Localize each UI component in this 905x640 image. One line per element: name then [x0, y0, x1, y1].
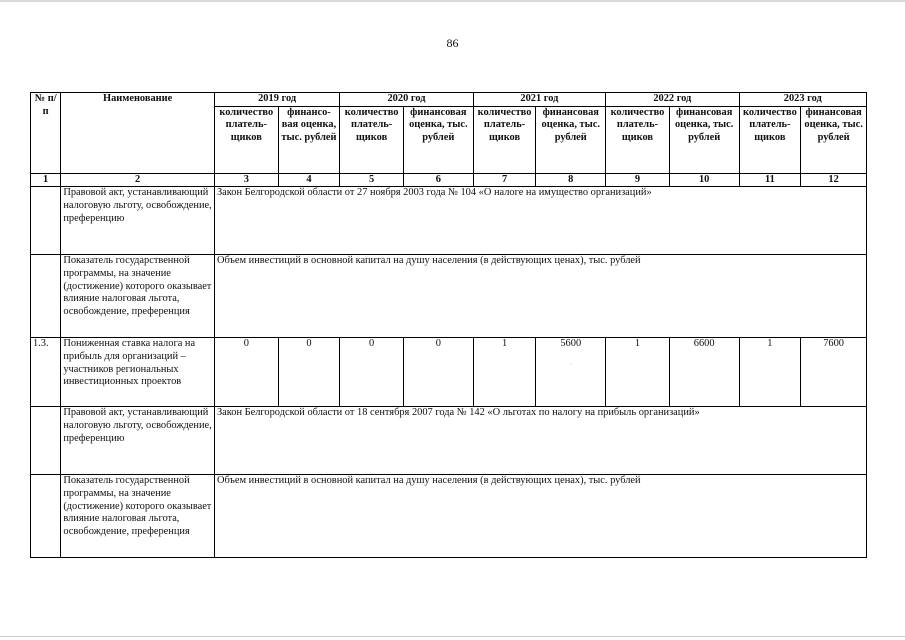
header-count-2021: количество платель-щиков: [473, 106, 536, 173]
value-text: 5600: [560, 338, 582, 350]
indicator-text: Объем инвестиций в основной капитал на душу населения (в действующих ценах), тыс. рублей: [214, 475, 866, 558]
value-2019-amount: 0: [278, 338, 340, 407]
table-row-legal-act-2: [31, 407, 867, 475]
table-row-indicator-2: [31, 475, 867, 558]
row-label: Пониженная ставка налога на прибыль для организаций – участников региональных инвестиционных проектов: [61, 338, 215, 407]
header-row-column-numbers: [31, 173, 867, 187]
header-year-2019: 2019 год: [214, 93, 339, 107]
header-year-2022: 2022 год: [606, 93, 739, 107]
row-number: 1.3.: [31, 338, 61, 407]
tax-benefit-table: [30, 92, 867, 558]
row-label: Правовой акт, устанавливающий налоговую льготу, освобождение, преференцию: [61, 187, 215, 255]
value-2020-amount: 0: [403, 338, 473, 407]
value-2020-count: 0: [340, 338, 404, 407]
header-year-2020: 2020 год: [340, 93, 473, 107]
scan-speck: ·: [569, 359, 573, 370]
column-number: 8: [536, 173, 606, 187]
legal-act-text: Закон Белгородской области от 18 сентября 2007 года № 142 «О льготах по налогу на прибыль организаций»: [214, 407, 866, 475]
column-number: 11: [739, 173, 801, 187]
scan-edge-bottom: [0, 636, 905, 637]
table-row-indicator-1: [31, 255, 867, 338]
header-number: № п/п: [31, 93, 61, 174]
legal-act-text: Закон Белгородской области от 27 ноября 2003 года № 104 «О налоге на имущество организаций»: [214, 187, 866, 255]
indicator-text: Объем инвестиций в основной капитал на душу населения (в действующих ценах), тыс. рублей: [214, 255, 866, 338]
header-count-2019: количество платель-щиков: [214, 106, 278, 173]
row-label: Показатель государственной программы, на значение (достижение) которого оказывает влияние налоговая льгота, освобождение, преференция: [61, 255, 215, 338]
value-2022-count: 1: [606, 338, 670, 407]
row-number-empty: [31, 255, 61, 338]
header-amount-2022: финансовая оценка, тыс. рублей: [669, 106, 739, 173]
page-number: 86: [446, 36, 459, 50]
column-number: 9: [606, 173, 670, 187]
column-number: 7: [473, 173, 536, 187]
row-label: Правовой акт, устанавливающий налоговую льготу, освобождение, преференцию: [61, 407, 215, 475]
value-2021-amount: [536, 338, 606, 407]
value-2022-amount: 6600: [669, 338, 739, 407]
table-row-legal-act-1: [31, 187, 867, 255]
column-number: 5: [340, 173, 404, 187]
row-number-empty: [31, 475, 61, 558]
column-number: 12: [801, 173, 867, 187]
header-amount-2020: финансовая оценка, тыс. рублей: [403, 106, 473, 173]
scan-edge-top: [0, 0, 905, 2]
header-row-years: [31, 93, 867, 107]
column-number: 1: [31, 173, 61, 187]
column-number: 3: [214, 173, 278, 187]
header-count-2023: количество платель-щиков: [739, 106, 801, 173]
value-2023-amount: 7600: [801, 338, 867, 407]
column-number: 10: [669, 173, 739, 187]
header-amount-2021: финансовая оценка, тыс. рублей: [536, 106, 606, 173]
row-label: Показатель государственной программы, на значение (достижение) которого оказывает влияние налоговая льгота, освобождение, преференция: [61, 475, 215, 558]
table-row-item-1-3: [31, 338, 867, 407]
value-2019-count: 0: [214, 338, 278, 407]
row-number-empty: [31, 407, 61, 475]
value-2023-count: 1: [739, 338, 801, 407]
header-amount-2019: финансо-вая оценка, тыс. рублей: [278, 106, 340, 173]
header-count-2022: количество платель-щиков: [606, 106, 670, 173]
header-name: Наименование: [61, 93, 215, 174]
value-2021-count: 1: [473, 338, 536, 407]
header-count-2020: количество платель-щиков: [340, 106, 404, 173]
column-number: 2: [61, 173, 215, 187]
header-amount-2023: финансовая оценка, тыс. рублей: [801, 106, 867, 173]
column-number: 6: [403, 173, 473, 187]
column-number: 4: [278, 173, 340, 187]
header-year-2021: 2021 год: [473, 93, 605, 107]
header-year-2023: 2023 год: [739, 93, 866, 107]
row-number-empty: [31, 187, 61, 255]
